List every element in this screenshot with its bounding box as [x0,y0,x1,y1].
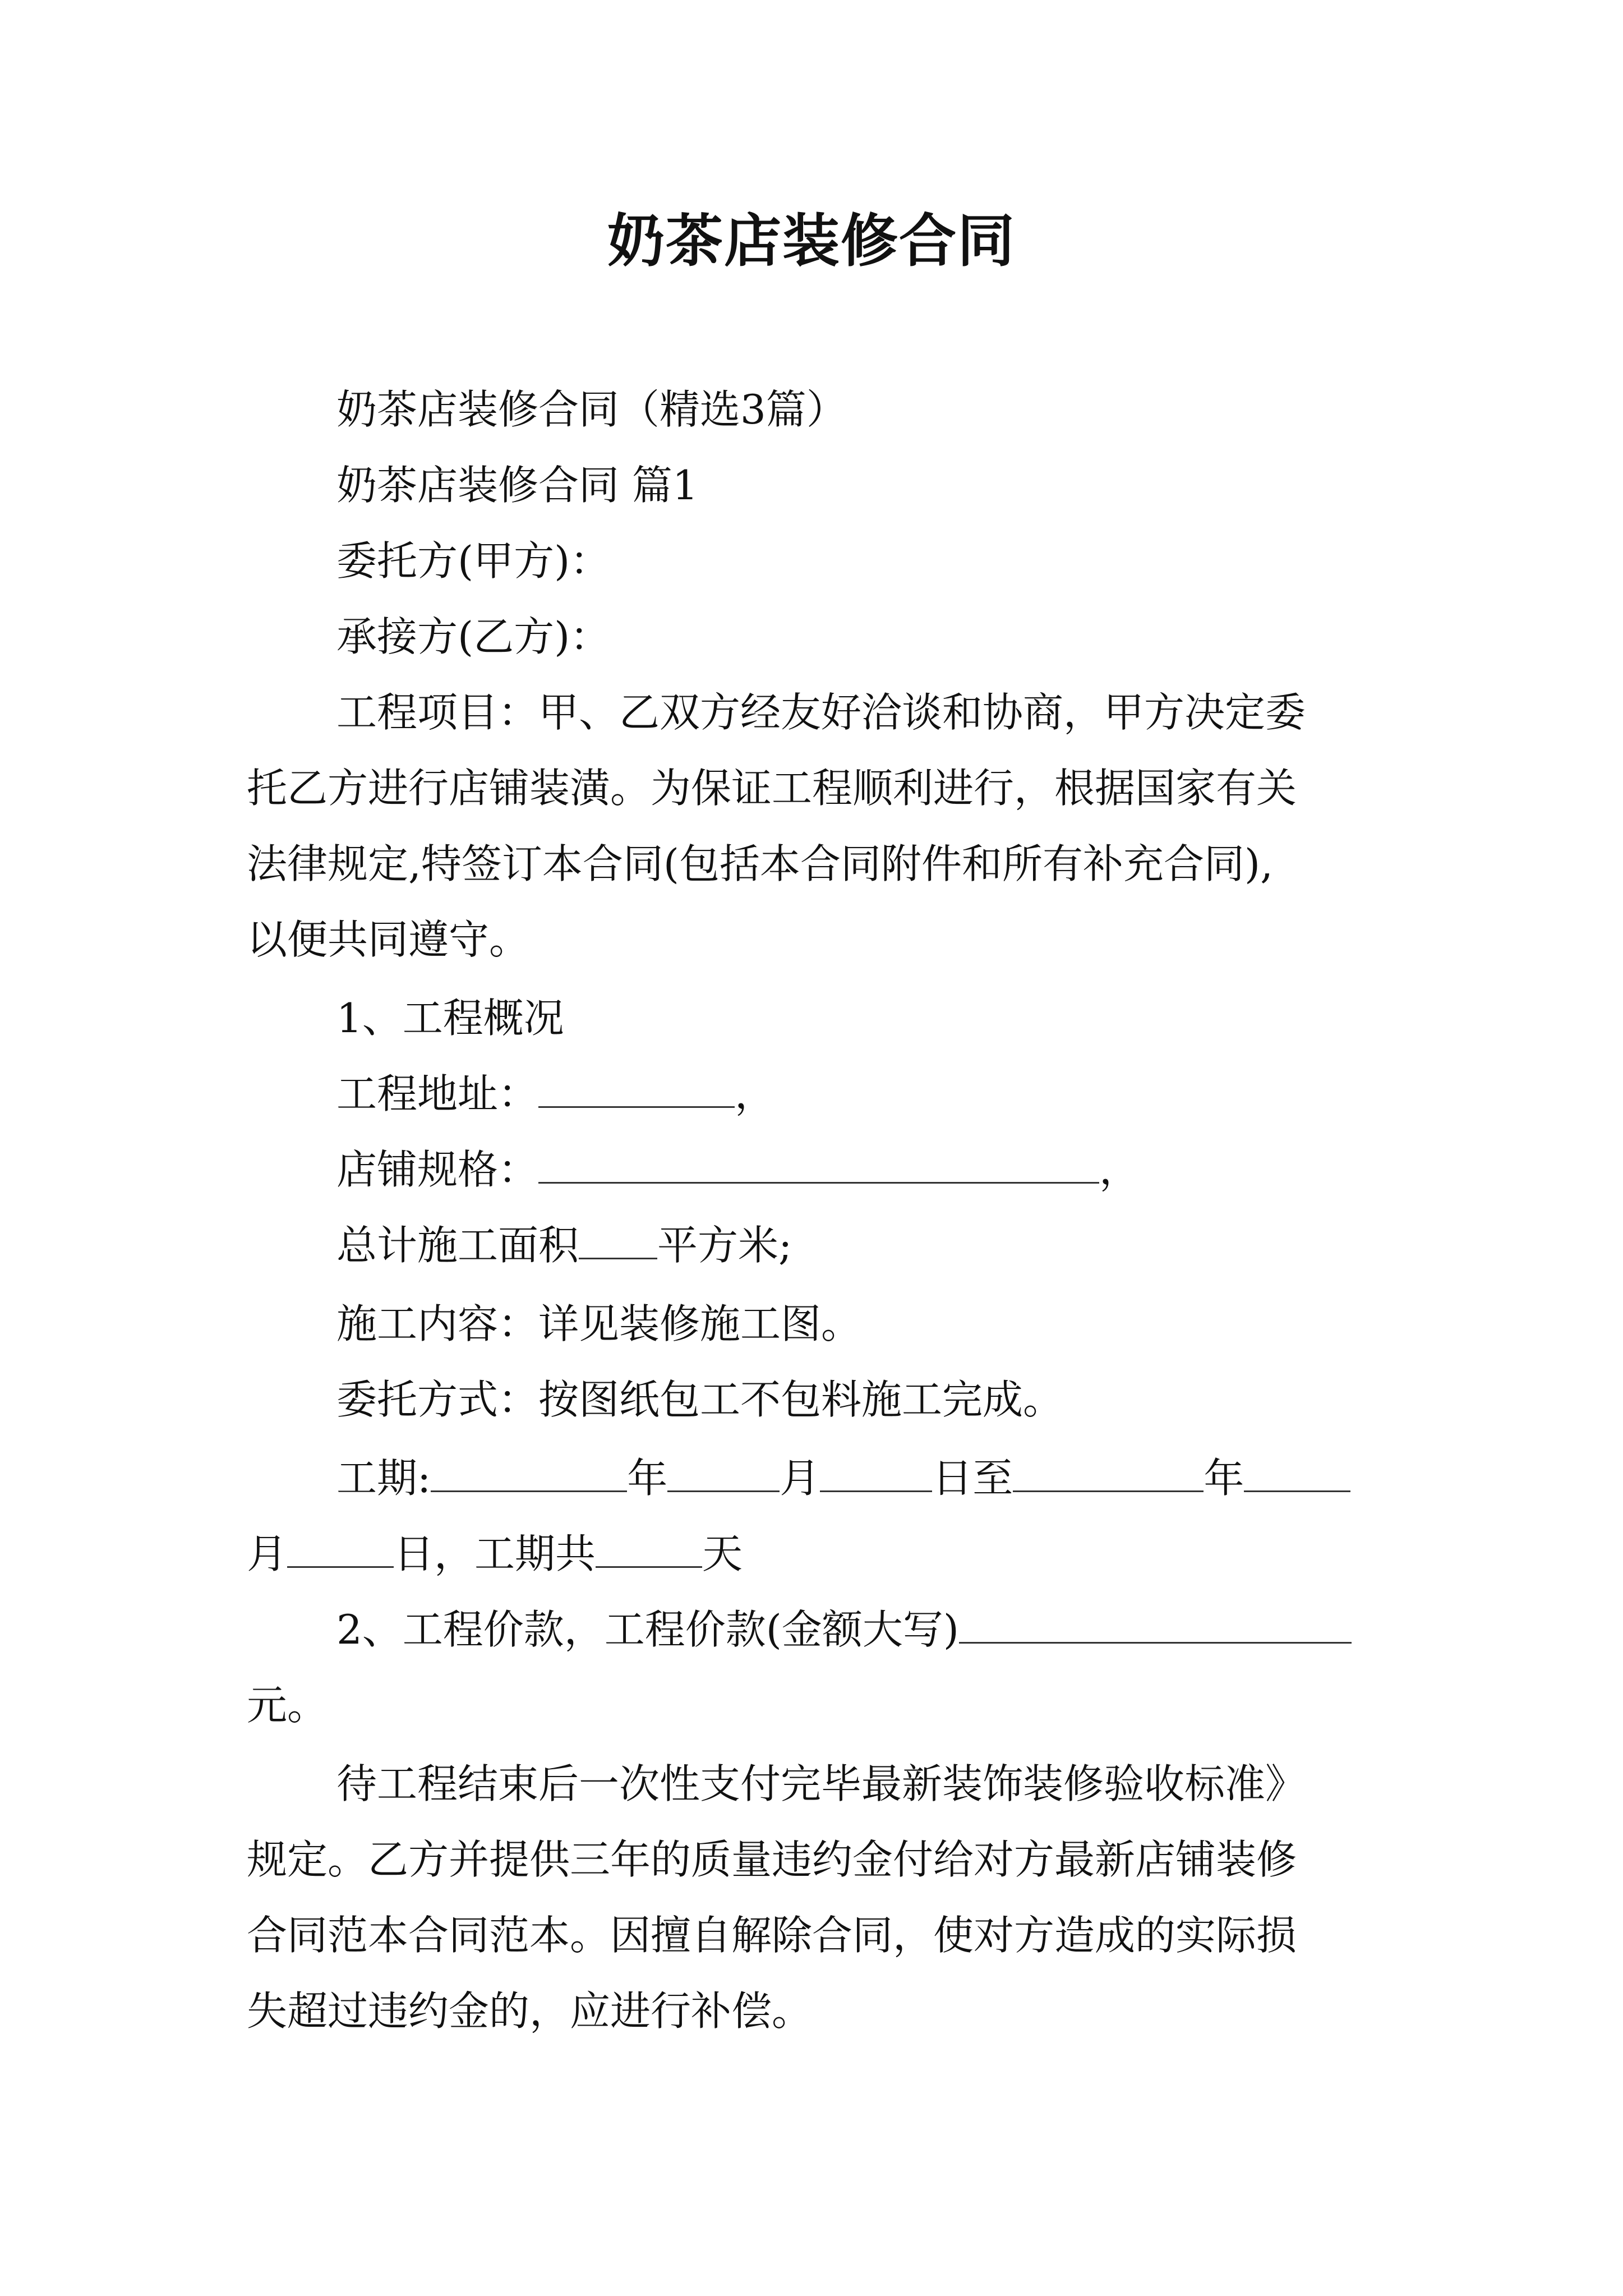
document-title: 奶茶店装修合同 [607,208,1016,275]
spec-blank[interactable] [538,1145,1099,1184]
end-month-blank-start[interactable] [1244,1453,1350,1492]
area-unit: 平方米; [657,1222,792,1269]
day-total-label: 日，工期共 [394,1530,596,1577]
intro-line-2: 托乙方进行店铺装潢。为保证工程顺利进行，根据国家有关 [247,765,1297,812]
days-label: 天 [702,1530,743,1577]
start-day-blank[interactable] [820,1453,932,1492]
intro-line-4: 以便共同遵守。 [247,916,530,963]
period-row-1 [336,1450,1350,1506]
address-blank[interactable] [538,1069,735,1108]
intro-line-3: 法律规定,特签订本合同(包括本合同附件和所有补充合同), [247,840,1273,887]
intro-line-1: 工程项目：甲、乙双方经友好洽谈和协商，甲方决定委 [336,689,1306,736]
section-heading: 奶茶店装修合同 篇1 [336,462,698,509]
party-b-label: 承接方(乙方)： [336,613,611,660]
construction-content: 施工内容：详见装修施工图。 [336,1300,862,1347]
payment-line-2: 规定。乙方并提供三年的质量违约金付给对方最新店铺装修 [247,1836,1297,1883]
end-year-blank[interactable] [1013,1453,1204,1492]
price-row [336,1602,1352,1658]
spec-label: 店铺规格： [336,1146,539,1193]
address-end: ， [735,1070,776,1117]
period-label: 工期: [336,1455,431,1502]
year-label: 年 [627,1455,668,1502]
month-label: 月 [780,1455,820,1502]
total-days-blank[interactable] [596,1529,702,1568]
area-blank[interactable] [579,1221,657,1259]
end-year-label: 年 [1204,1455,1244,1502]
day-to-label: 日至 [932,1455,1013,1502]
spec-row [336,1142,1140,1198]
start-year-blank[interactable] [431,1453,627,1492]
area-label: 总计施工面积 [336,1222,579,1269]
end-day-blank[interactable] [287,1529,394,1568]
subtitle: 奶茶店装修合同（精选3篇） [336,386,847,433]
end-month-label: 月 [247,1530,288,1577]
period-row-2 [247,1526,743,1582]
price-text: 2、工程价款，工程价款(金额大写) [336,1606,959,1653]
payment-line-4: 失超过违约金的，应进行补偿。 [247,1987,813,2035]
commission-method: 委托方式：按图纸包工不包料施工完成。 [336,1376,1064,1423]
address-row [336,1066,775,1122]
address-label: 工程地址： [336,1070,539,1117]
area-row [336,1217,792,1273]
price-unit: 元。 [247,1682,328,1729]
start-month-blank[interactable] [667,1453,780,1492]
party-a-label: 委托方(甲方)： [336,537,611,585]
price-blank[interactable] [959,1605,1352,1644]
spec-end: ， [1099,1146,1140,1193]
payment-line-1: 待工程结束后一次性支付完毕最新装饰装修验收标准》 [336,1760,1306,1807]
payment-line-3: 合同范本合同范本。因擅自解除合同，使对方造成的实际损 [247,1912,1297,1959]
section-1-heading: 1、工程概况 [336,995,564,1042]
